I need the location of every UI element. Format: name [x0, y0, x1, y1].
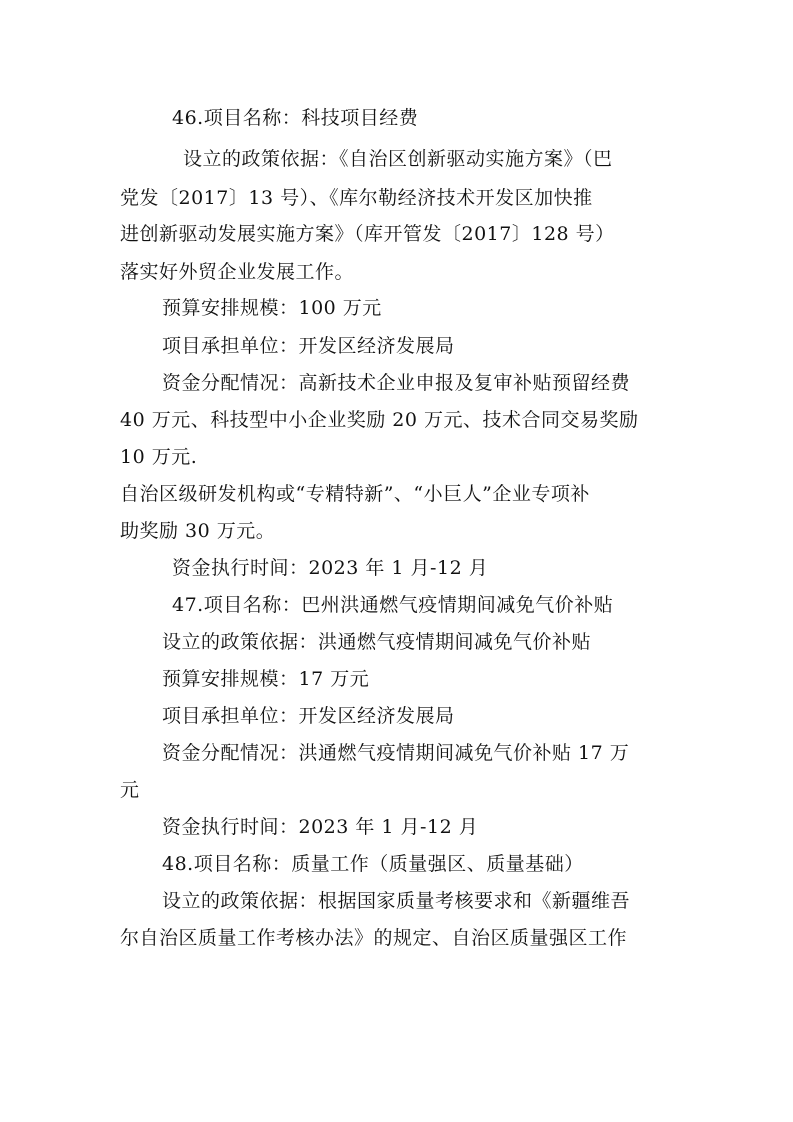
item-47-unit: 项目承担单位：开发区经济发展局	[162, 705, 455, 727]
item-46-budget: 预算安排规模：100 万元	[162, 297, 382, 319]
item-46-allocation: 资金分配情况：高新技术企业申报及复审补贴预留经费	[162, 372, 631, 394]
item-46-unit: 项目承担单位：开发区经济发展局	[162, 335, 455, 357]
item-47-execution-time: 资金执行时间：2023 年 1 月-12 月	[162, 816, 479, 838]
item-47-allocation: 资金分配情况：洪通燃气疫情期间减免气价补贴 17 万	[162, 742, 630, 764]
item-46-policy-basis: 设立的政策依据：《自治区创新驱动实施方案》（巴	[183, 148, 613, 170]
item-47-budget: 预算安排规模：17 万元	[162, 668, 370, 690]
item-48-title: 48.项目名称：质量工作（质量强区、质量基础）	[162, 853, 584, 875]
item-46-policy-basis-cont-3: 落实好外贸企业发展工作。	[120, 261, 355, 283]
item-46-execution-time: 资金执行时间：2023 年 1 月-12 月	[172, 557, 489, 579]
item-48-policy-basis-cont: 尔自治区质量工作考核办法》的规定、自治区质量强区工作	[120, 927, 628, 949]
item-48-policy-basis: 设立的政策依据：根据国家质量考核要求和《新疆维吾	[162, 890, 631, 912]
item-46-allocation-cont-3: 自治区级研发机构或“专精特新”、“小巨人”企业专项补	[120, 483, 590, 505]
item-46-allocation-cont-1: 40 万元、科技型中小企业奖励 20 万元、技术合同交易奖励	[120, 409, 639, 431]
item-46-title: 46.项目名称：科技项目经费	[172, 107, 419, 129]
item-47-allocation-cont: 元	[120, 779, 140, 801]
item-47-policy-basis: 设立的政策依据：洪通燃气疫情期间减免气价补贴	[162, 631, 592, 653]
item-46-allocation-cont-2: 10 万元.	[120, 446, 198, 468]
item-47-title: 47.项目名称：巴州洪通燃气疫情期间减免气价补贴	[172, 594, 614, 616]
item-46-policy-basis-cont-2: 进创新驱动发展实施方案》（库开管发〔2017〕128 号）	[120, 223, 615, 245]
item-46-policy-basis-cont-1: 党发〔2017〕13 号）、《库尔勒经济技术开发区加快推	[120, 187, 593, 209]
item-46-allocation-cont-4: 助奖励 30 万元。	[120, 520, 276, 542]
